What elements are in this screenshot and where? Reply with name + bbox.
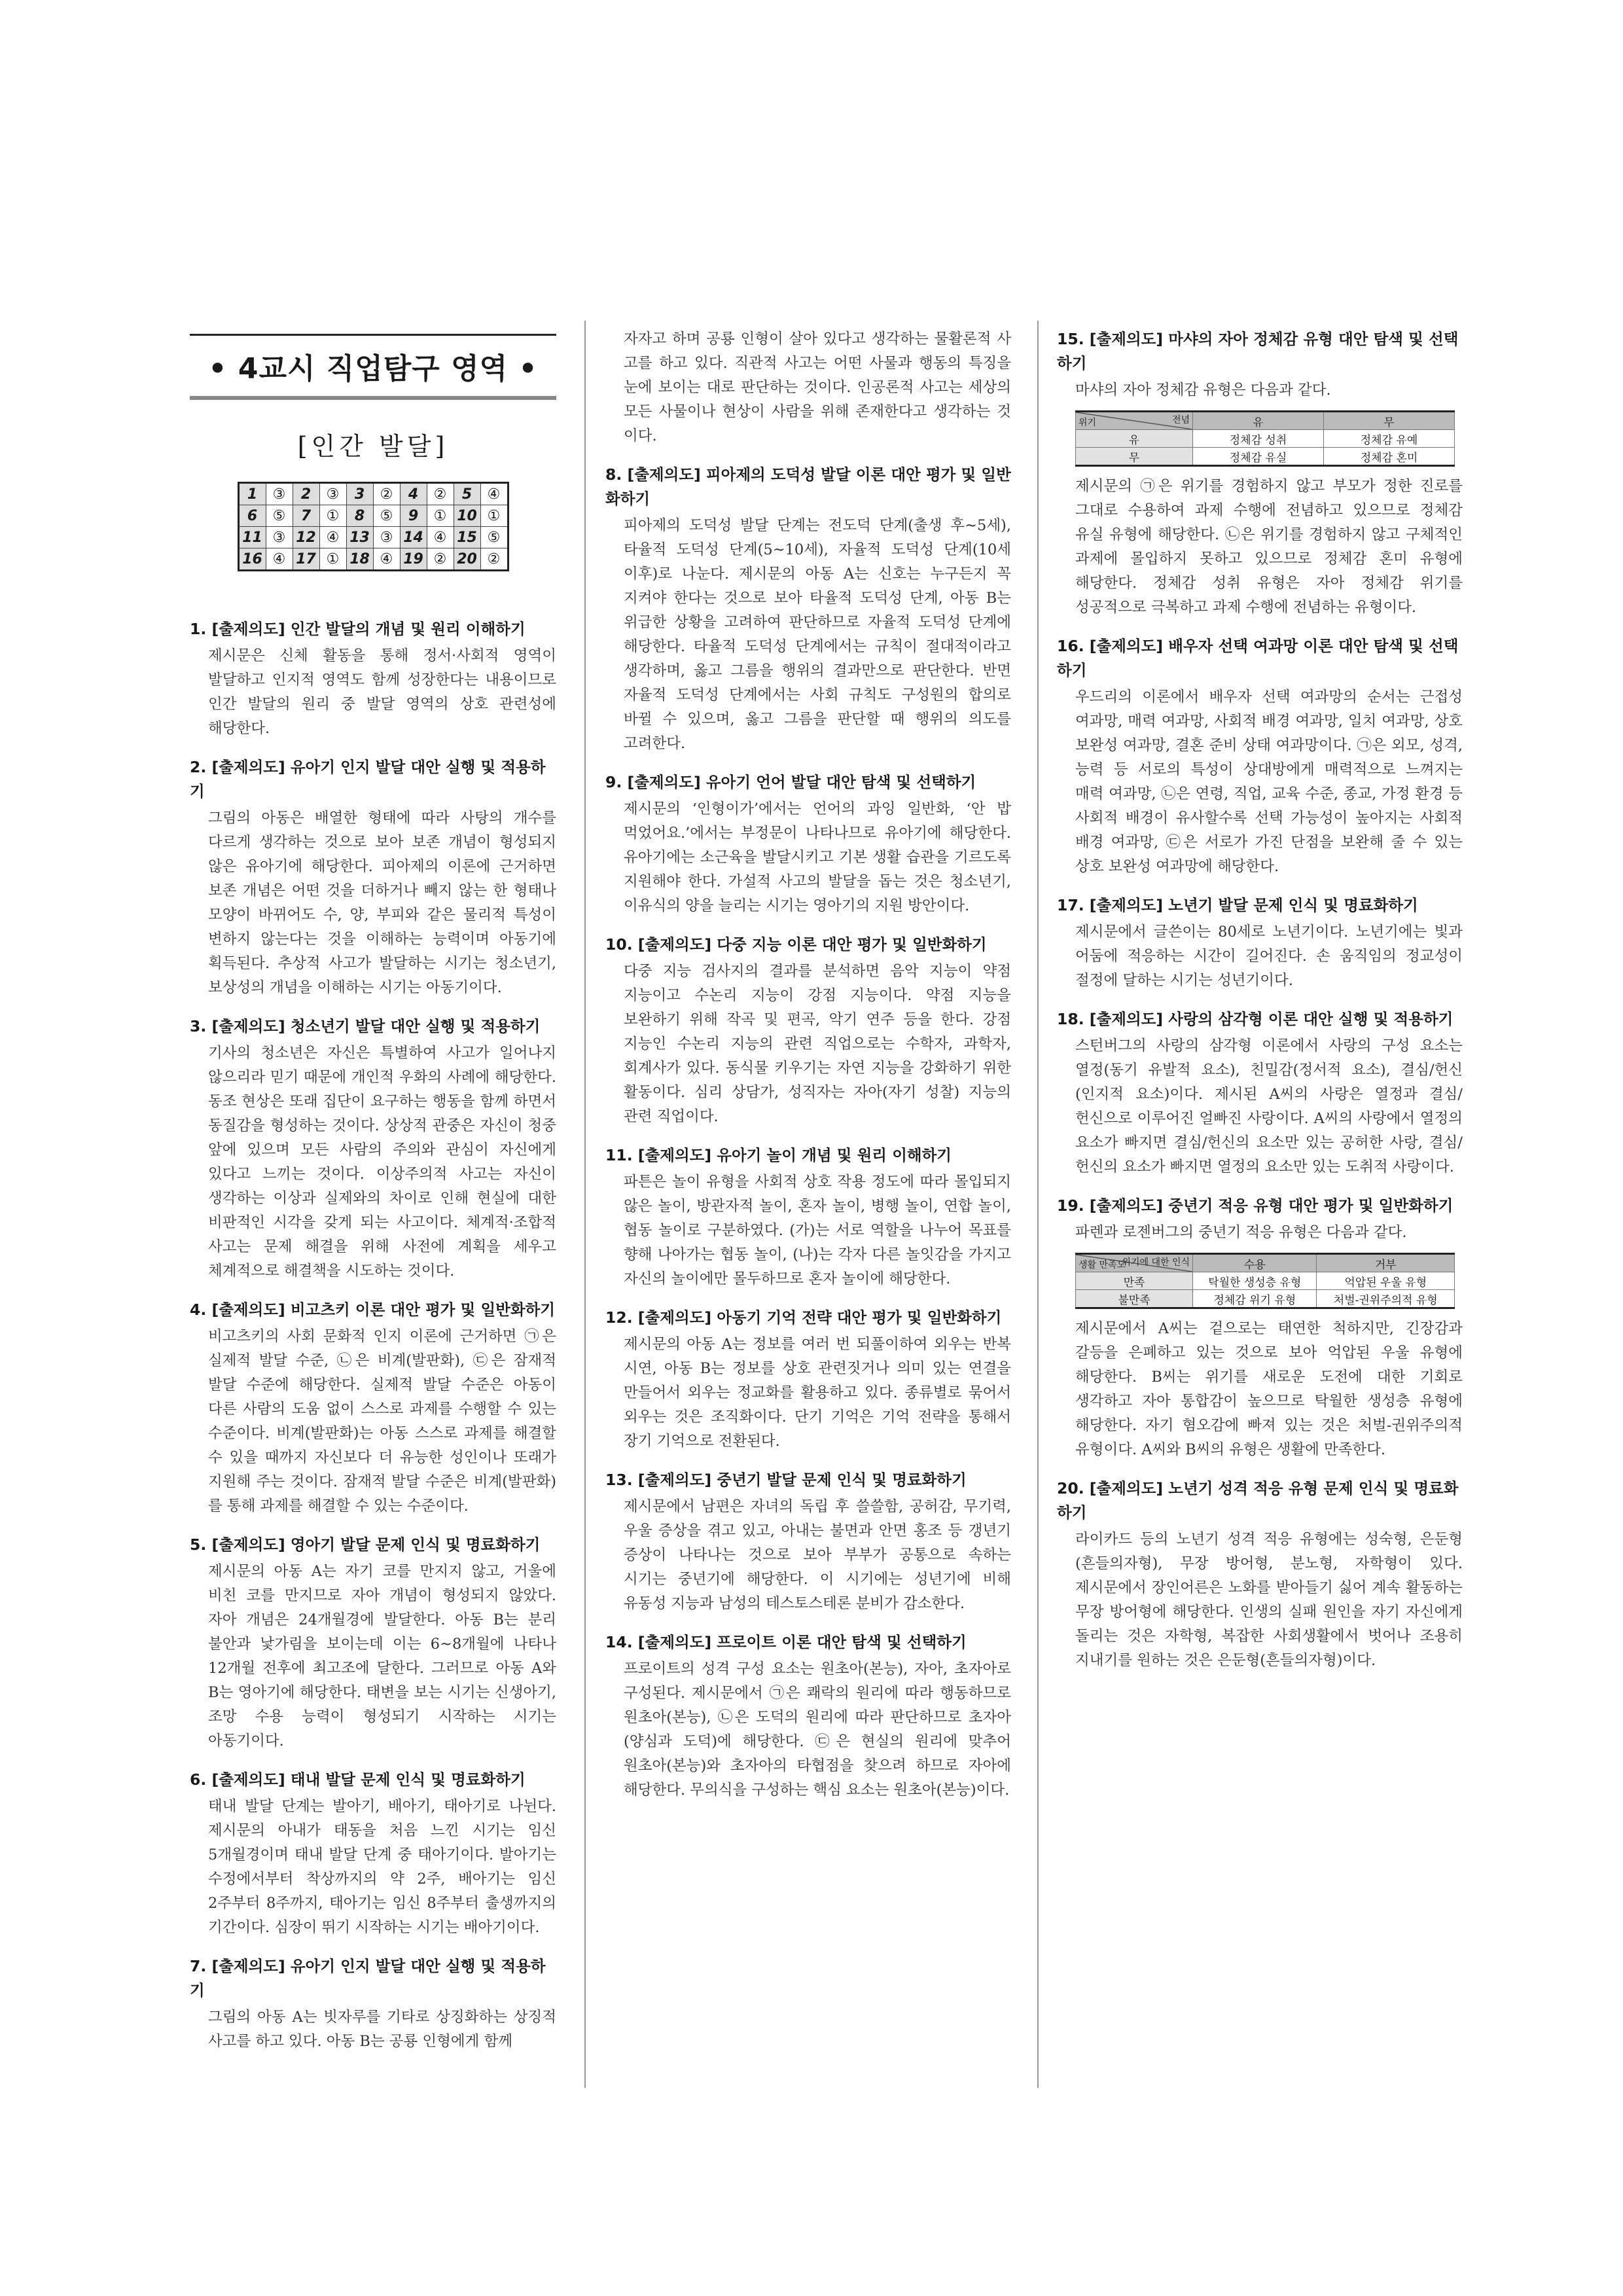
answer-number: 8 bbox=[346, 505, 373, 527]
answer-choice: ④ bbox=[266, 548, 293, 571]
answer-choice: ③ bbox=[319, 483, 346, 505]
answer-number: 20 bbox=[454, 548, 480, 571]
table-corner-bottom: 위기 bbox=[1079, 418, 1097, 428]
answer-choice: ⑤ bbox=[480, 527, 508, 548]
answer-number: 15 bbox=[454, 527, 480, 548]
question-body-continued: 제시문에서 A씨는 겉으로는 태연한 척하지만, 긴장감과 갈등을 은폐하고 있는 것으로 보아 억압된 우울 유형에 해당한다. B씨는 위기를 새로운 도전에 대한 기회로 생각하고 자아 통합감이 높으므로 탁월한 생성층 유형에 해당한다. 자기 혐오감에 빠져 있는 것은 처벌-권위주의적 유형이다. A씨와 B씨의 유형은 생활에 만족한다. bbox=[1075, 1320, 1463, 1458]
table-col-header: 유 bbox=[1193, 412, 1324, 430]
question-heading: 18. [출제의도] 사랑의 삼각형 이론 대안 실행 및 적용하기 bbox=[1057, 1010, 1454, 1028]
answer-number: 13 bbox=[346, 527, 373, 548]
question-item bbox=[190, 1768, 556, 1940]
question-item bbox=[190, 1014, 556, 1283]
question-heading: 17. [출제의도] 노년기 발달 문제 인식 및 명료화하기 bbox=[1057, 896, 1418, 914]
question-body: 기사의 청소년은 자신은 특별하여 사고가 일어나지 않으리라 믿기 때문에 개인적 우화의 사례에 해당한다. 동조 현상은 또래 집단이 요구하는 행동을 함께 하면서 동질감을 형성하는 것이다. 상상적 관중은 자신이 청중 앞에 있으며 모든 사람의 주의와 관심이 자신에게 있다고 느끼는 것이다. 이상주의적 사고는 자신이 생각하는 이상과 실제와의 차이로 인해 현실에 대한 비판적인 시각을 갖게 되는 사고이다. 체계적·조합적 사고는 문제 해결을 위해 사전에 계획을 세우고 체계적으로 해결책을 시도하는 것이다. bbox=[208, 1045, 556, 1280]
answer-choice: ③ bbox=[266, 483, 293, 505]
table-cell: 억압된 우울 유형 bbox=[1317, 1272, 1455, 1290]
answer-choice: ④ bbox=[427, 527, 454, 548]
question-heading: 9. [출제의도] 유아기 언어 발달 대안 탐색 및 선택하기 bbox=[605, 773, 976, 791]
answer-number: 14 bbox=[400, 527, 427, 548]
table-corner-cell bbox=[1076, 1254, 1193, 1272]
answer-choice: ① bbox=[319, 505, 346, 527]
table-cell: 정체감 유실 bbox=[1193, 448, 1324, 466]
question-item bbox=[190, 617, 556, 741]
column-divider-2 bbox=[1037, 321, 1039, 2088]
question-heading: 3. [출제의도] 청소년기 발달 대안 실행 및 적용하기 bbox=[190, 1017, 541, 1035]
answer-choice: ④ bbox=[480, 483, 508, 505]
table-cell: 정체감 성취 bbox=[1193, 430, 1324, 448]
section-banner: • 4교시 직업탐구 영역 • bbox=[190, 334, 556, 400]
answer-choice: ③ bbox=[373, 527, 400, 548]
answer-key-table bbox=[238, 482, 509, 571]
answer-number: 11 bbox=[238, 527, 266, 548]
question-body: 라이카드 등의 노년기 성격 적응 유형에는 성숙형, 은둔형(흔들의자형), 무장 방어형, 분노형, 자학형이 있다. 제시문에서 장인어른은 노화를 받아들기 싫어 계속 활동하는 무장 방어형에 해당한다. 인생의 실패 원인을 자기 자신에게 돌리는 것은 자학형, 복잡한 사회생활에서 벗어나 조용히 지내기를 원하는 것은 은둔형(흔들의자형)이다. bbox=[1075, 1531, 1463, 1669]
question-heading: 2. [출제의도] 유아기 인지 발달 대안 실행 및 적용하기 bbox=[190, 758, 546, 800]
question-heading: 13. [출제의도] 중년기 발달 문제 인식 및 명료화하기 bbox=[605, 1471, 967, 1489]
table-cell: 탁월한 생성층 유형 bbox=[1193, 1272, 1317, 1290]
question-item bbox=[1057, 327, 1463, 620]
answer-number: 6 bbox=[238, 505, 266, 527]
question-heading: 10. [출제의도] 다중 지능 이론 대안 평가 및 일반화하기 bbox=[605, 935, 987, 954]
question-heading: 12. [출제의도] 아동기 기억 전략 대안 평가 및 일반화하기 bbox=[605, 1308, 1002, 1327]
continued-text: 자자고 하며 공룡 인형이 살아 있다고 생각하는 물활론적 사고를 하고 있다. 직관적 사고는 어떤 사물과 행동의 특징을 눈에 보이는 대로 판단하는 것이다. 인공론적 사고는 세상의 모든 사물이나 현상이 사람을 위해 존재한다고 생각하는 것이다. bbox=[624, 331, 1011, 444]
question-item bbox=[605, 1143, 1011, 1291]
question-heading: 14. [출제의도] 프로이트 이론 대안 탐색 및 선택하기 bbox=[605, 1633, 967, 1651]
question-body: 그림의 아동은 배열한 형태에 따라 사탕의 개수를 다르게 생각하는 것으로 보아 보존 개념이 형성되지 않은 유아기에 해당한다. 피아제의 이론에 근거하면 보존 개념은 어떤 것을 더하거나 빼지 않는 한 형태나 모양이 바뀌어도 수, 양, 부피와 같은 물리적 특성이 변하지 않는다는 것을 이해하는 능력이며 아동기에 획득된다. 추상적 사고가 발달하는 시기는 청소년기, 보상성의 개념을 이해하는 시기는 아동기이다. bbox=[208, 810, 556, 996]
subject-title: [인간 발달] bbox=[297, 432, 449, 461]
question-heading: 8. [출제의도] 피아제의 도덕성 발달 이론 대안 평가 및 일반화하기 bbox=[605, 465, 1011, 508]
question-heading: 6. [출제의도] 태내 발달 문제 인식 및 명료화하기 bbox=[190, 1770, 526, 1789]
answer-choice: ③ bbox=[266, 527, 293, 548]
answer-row bbox=[238, 548, 508, 571]
table-col-header: 수용 bbox=[1193, 1254, 1317, 1272]
answer-number: 9 bbox=[400, 505, 427, 527]
table-row-header: 유 bbox=[1076, 430, 1193, 448]
column-1 bbox=[190, 327, 556, 2068]
answer-number: 16 bbox=[238, 548, 266, 571]
question-body: 그림의 아동 A는 빗자루를 기타로 상징화하는 상징적 사고를 하고 있다. 아동 B는 공룡 인형에게 함께 bbox=[208, 2009, 556, 2050]
question-item bbox=[1057, 1007, 1463, 1179]
type-table bbox=[1075, 1253, 1455, 1309]
question-body-continued: 제시문의 ㉠은 위기를 경험하지 않고 부모가 정한 진로를 그대로 수용하여 과제 수행에 전념하고 있으므로 정체감 유실 유형에 해당한다. ㉡은 위기를 경험하지 않고 구체적인 과제에 몰입하지 못하고 있으므로 정체감 혼미 유형에 해당한다. 정체감 성취 유형은 자아 정체감 위기를 성공적으로 극복하고 과제 수행에 전념하는 유형이다. bbox=[1075, 478, 1463, 616]
question-item bbox=[605, 1630, 1011, 1803]
answer-choice: ⑤ bbox=[266, 505, 293, 527]
question-item bbox=[605, 1306, 1011, 1454]
table-cell: 정체감 혼미 bbox=[1324, 448, 1455, 466]
answer-number: 17 bbox=[293, 548, 319, 571]
type-table bbox=[1075, 410, 1455, 467]
question-body: 프로이트의 성격 구성 요소는 원초아(본능), 자아, 초자아로 구성된다. 제시문에서 ㉠은 쾌락의 원리에 따라 행동하므로 원초아(본능), ㉡은 도덕의 원리에 따라 판단하므로 초자아(양심과 도덕)에 해당한다. ㉢은 현실의 원리에 맞추어 원초아(본능)와 초자아의 타협점을 찾으려 하므로 자아에 해당한다. 무의식을 구성하는 핵심 요소는 원초아(본능)이다. bbox=[624, 1660, 1011, 1799]
question-body: 마샤의 자아 정체감 유형은 다음과 같다. bbox=[1075, 382, 1331, 399]
question-heading: 16. [출제의도] 배우자 선택 여과망 이론 대안 탐색 및 선택하기 bbox=[1057, 637, 1459, 679]
answer-number: 18 bbox=[346, 548, 373, 571]
answer-row bbox=[238, 483, 508, 505]
column-2 bbox=[605, 327, 1011, 1817]
table-row-header: 만족 bbox=[1076, 1272, 1193, 1290]
table-row-header: 불만족 bbox=[1076, 1290, 1193, 1308]
answer-number: 10 bbox=[454, 505, 480, 527]
question-body: 파튼은 놀이 유형을 사회적 상호 작용 정도에 따라 몰입되지 않은 놀이, 방관자적 놀이, 혼자 놀이, 병행 놀이, 연합 놀이, 협동 놀이로 구분하였다. (가)는 서로 역할을 나누어 목표를 향해 나아가는 협동 놀이, (나)는 각자 다른 놀잇감을 가지고 자신의 놀이에만 몰두하므로 혼자 놀이에 해당한다. bbox=[624, 1174, 1011, 1287]
answer-number: 5 bbox=[454, 483, 480, 505]
question-body: 태내 발달 단계는 발아기, 배아기, 태아기로 나뉜다. 제시문의 아내가 태동을 처음 느낀 시기는 임신 5개월경이며 태내 발달 단계 중 태아기이다. 발아기는 수정에서부터 착상까지의 약 2주, 배아기는 임신 2주부터 8주까지, 태아기는 임신 8주부터 출생까지의 기간이다. 심장이 뛰기 시작하는 시기는 배아기이다. bbox=[208, 1798, 556, 1936]
question-heading: 4. [출제의도] 비고츠키 이론 대안 평가 및 일반화하기 bbox=[190, 1300, 556, 1319]
answer-choice: ① bbox=[427, 505, 454, 527]
question-body: 제시문에서 남편은 자녀의 독립 후 쓸쓸함, 공허감, 무기력, 우울 증상을 겪고 있고, 아내는 불면과 안면 홍조 등 갱년기 증상이 나타나는 것으로 보아 부부가 공통으로 속하는 시기는 중년기에 해당한다. 이 시기에는 성년기에 비해 유동성 지능과 남성의 테스토스테론 분비가 감소한다. bbox=[624, 1498, 1011, 1612]
answer-number: 3 bbox=[346, 483, 373, 505]
question-item bbox=[1057, 634, 1463, 879]
question-item bbox=[190, 1298, 556, 1518]
question-item bbox=[605, 770, 1011, 918]
question-item bbox=[605, 933, 1011, 1129]
question-body: 우드리의 이론에서 배우자 선택 여과망의 순서는 근접성 여과망, 매력 여과망, 사회적 배경 여과망, 일치 여과망, 상호 보완성 여과망, 결혼 준비 상태 여과망이다. ㉠은 외모, 성격, 능력 등 서로의 특성이 상대방에게 매력적으로 느껴지는 매력 여과망, ㉡은 연령, 직업, 교육 수준, 종교, 가정 환경 등 사회적 배경이 유사할수록 선택 가능성이 높아지는 사회적 배경 여과망, ㉢은 서로가 가진 단점을 보완해 줄 수 있는 상호 보완성 여과망에 해당한다. bbox=[1075, 689, 1463, 875]
question-heading: 11. [출제의도] 유아기 놀이 개념 및 원리 이해하기 bbox=[605, 1146, 952, 1164]
question-heading: 19. [출제의도] 중년기 적응 유형 대안 평가 및 일반화하기 bbox=[1057, 1196, 1454, 1215]
question-item bbox=[190, 1954, 556, 2054]
question-heading: 7. [출제의도] 유아기 인지 발달 대안 실행 및 적용하기 bbox=[190, 1957, 546, 2000]
question-body: 제시문의 아동 A는 정보를 여러 번 되풀이하여 외우는 반복 시연, 아동 B는 정보를 상호 관련짓거나 의미 있는 연결을 만들어서 외우는 정교화를 활용하고 있다. 종류별로 묶어서 외우는 것은 조직화이다. 단기 기억은 기억 전략을 통해서 장기 기억으로 전환된다. bbox=[624, 1336, 1011, 1450]
table-cell: 처벌-권위주의적 유형 bbox=[1317, 1290, 1455, 1308]
answer-choice: ② bbox=[373, 483, 400, 505]
question-item bbox=[1057, 893, 1463, 993]
question-item bbox=[1057, 1194, 1463, 1462]
answer-number: 1 bbox=[238, 483, 266, 505]
question-item bbox=[190, 755, 556, 1000]
table-col-header: 무 bbox=[1324, 412, 1455, 430]
question-body: 제시문은 신체 활동을 통해 정서·사회적 영역이 발달하고 인지적 영역도 함께 성장한다는 내용이므로 인간 발달의 원리 중 발달 영역의 상호 관련성에 해당한다. bbox=[208, 647, 556, 737]
answer-number: 4 bbox=[400, 483, 427, 505]
answer-choice: ② bbox=[427, 483, 454, 505]
answer-number: 2 bbox=[293, 483, 319, 505]
table-cell: 정체감 유예 bbox=[1324, 430, 1455, 448]
table-col-header: 거부 bbox=[1317, 1254, 1455, 1272]
answer-number: 19 bbox=[400, 548, 427, 571]
answer-choice: ② bbox=[427, 548, 454, 571]
question-list-3 bbox=[1057, 327, 1463, 1673]
table-corner-bottom: 생활 만족도 bbox=[1079, 1260, 1126, 1270]
question-item bbox=[1057, 1477, 1463, 1673]
question-heading: 20. [출제의도] 노년기 성격 적응 유형 문제 인식 및 명료화하기 bbox=[1057, 1479, 1459, 1522]
answer-choice: ② bbox=[480, 548, 508, 571]
answer-row bbox=[238, 527, 508, 548]
question-item bbox=[605, 1468, 1011, 1616]
answer-choice: ⑤ bbox=[373, 505, 400, 527]
answer-choice: ① bbox=[319, 548, 346, 571]
question-body: 스턴버그의 사랑의 삼각형 이론에서 사랑의 구성 요소는 열정(동기 유발적 요소), 친밀감(정서적 요소), 결심/헌신(인지적 요소)이다. 제시된 A씨의 사랑은 열정과 결심/헌신으로 이루어진 얼빠진 사랑이다. A씨의 사랑에서 열정의 요소가 빠지면 결심/헌신의 요소만 있는 공허한 사랑, 결심/헌신의 요소가 빠지면 열정의 요소만 있는 도취적 사랑이다. bbox=[1075, 1037, 1463, 1175]
column-3 bbox=[1057, 327, 1463, 1687]
question-heading: 5. [출제의도] 영아기 발달 문제 인식 및 명료화하기 bbox=[190, 1535, 541, 1554]
table-corner-top: 위기에 대한 인식 bbox=[1122, 1257, 1190, 1268]
column-divider-1 bbox=[584, 321, 586, 2088]
question-item bbox=[190, 1533, 556, 1753]
question-list-1 bbox=[190, 617, 556, 2054]
table-corner-cell bbox=[1076, 412, 1193, 430]
table-cell: 정체감 위기 유형 bbox=[1193, 1290, 1317, 1308]
question-item bbox=[605, 463, 1011, 756]
answer-number: 7 bbox=[293, 505, 319, 527]
question-heading: 15. [출제의도] 마샤의 자아 정체감 유형 대안 탐색 및 선택하기 bbox=[1057, 330, 1459, 372]
question-body: 제시문에서 글쓴이는 80세로 노년기이다. 노년기에는 빛과 어둠에 적응하는 시간이 길어진다. 손 움직임의 정교성이 절정에 달하는 시기는 성년기이다. bbox=[1075, 924, 1463, 989]
question-body: 파렌과 로젠버그의 중년기 적응 유형은 다음과 같다. bbox=[1075, 1224, 1407, 1241]
question-list-2 bbox=[605, 327, 1011, 1803]
answer-choice: ④ bbox=[319, 527, 346, 548]
question-body: 제시문의 아동 A는 자기 코를 만지지 않고, 거울에 비친 코를 만지므로 자아 개념이 형성되지 않았다. 자아 개념은 24개월경에 발달한다. 아동 B는 분리 불안과 낯가림을 보이는데 이는 6∼8개월에 나타나 12개월 전후에 최고조에 달한다. 그러므로 아동 A와 B는 영아기에 해당한다. 태변을 보는 시기는 신생아기, 조망 수용 능력이 형성되기 시작하는 시기는 아동기이다. bbox=[208, 1563, 556, 1749]
answer-row bbox=[238, 505, 508, 527]
question-body: 다중 지능 검사지의 결과를 분석하면 음악 지능이 약점 지능이고 수논리 지능이 강점 지능이다. 약점 지능을 보완하기 위해 작곡 및 편곡, 악기 연주 등을 한다. 강점 지능인 수논리 지능의 관련 직업으로는 수학자, 과학자, 회계사가 있다. 동식물 키우기는 자연 지능을 강화하기 위한 활동이다. 심리 상담가, 성직자는 자아(자기 성찰) 지능의 관련 직업이다. bbox=[624, 963, 1011, 1125]
question-heading: 1. [출제의도] 인간 발달의 개념 및 원리 이해하기 bbox=[190, 620, 526, 638]
answer-number: 12 bbox=[293, 527, 319, 548]
table-corner-top: 전념 bbox=[1171, 415, 1190, 425]
answer-choice: ① bbox=[480, 505, 508, 527]
question-body: 피아제의 도덕성 발달 단계는 전도덕 단계(출생 후∼5세), 타율적 도덕성 단계(5∼10세), 자율적 도덕성 단계(10세 이후)로 나눈다. 제시문의 아동 A는 신호는 누구든지 꼭 지켜야 한다는 것으로 보아 타율적 도덕성 단계, 아동 B는 위급한 상황을 고려하여 판단하므로 자율적 도덕성 단계에 해당한다. 타율적 도덕성 단계에서는 규칙이 절대적이라고 생각하며, 옳고 그름을 행위의 결과만으로 판단한다. 반면 자율적 도덕성 단계에서는 사회 규칙도 구성원의 합의로 바뀔 수 있으며, 옳고 그름을 판단할 때 행위의 의도를 고려한다. bbox=[624, 517, 1011, 752]
question-body: 비고츠키의 사회 문화적 인지 이론에 근거하면 ㉠은 실제적 발달 수준, ㉡은 비계(발판화), ㉢은 잠재적 발달 수준에 해당한다. 실제적 발달 수준은 아동이 다른 사람의 도움 없이 스스로 과제를 수행할 수 있는 수준이다. 비계(발판화)는 아동 스스로 과제를 해결할 수 있을 때까지 자신보다 더 유능한 성인이나 또래가 지원해 주는 것이다. 잠재적 발달 수준은 비계(발판화)를 통해 과제를 해결할 수 있는 수준이다. bbox=[208, 1328, 556, 1515]
answer-choice: ④ bbox=[373, 548, 400, 571]
question-body: 제시문의 ‘인형이가’에서는 언어의 과잉 일반화, ‘안 밥 먹었어요.’에서는 부정문이 나타나므로 유아기에 해당한다. 유아기에는 소근육을 발달시키고 기본 생활 습관을 기르도록 지원해야 한다. 가설적 사고의 발달을 돕는 것은 청소년기, 이유식의 양을 늘리는 시기는 영아기의 지원 방안이다. bbox=[624, 800, 1011, 914]
table-row-header: 무 bbox=[1076, 448, 1193, 466]
